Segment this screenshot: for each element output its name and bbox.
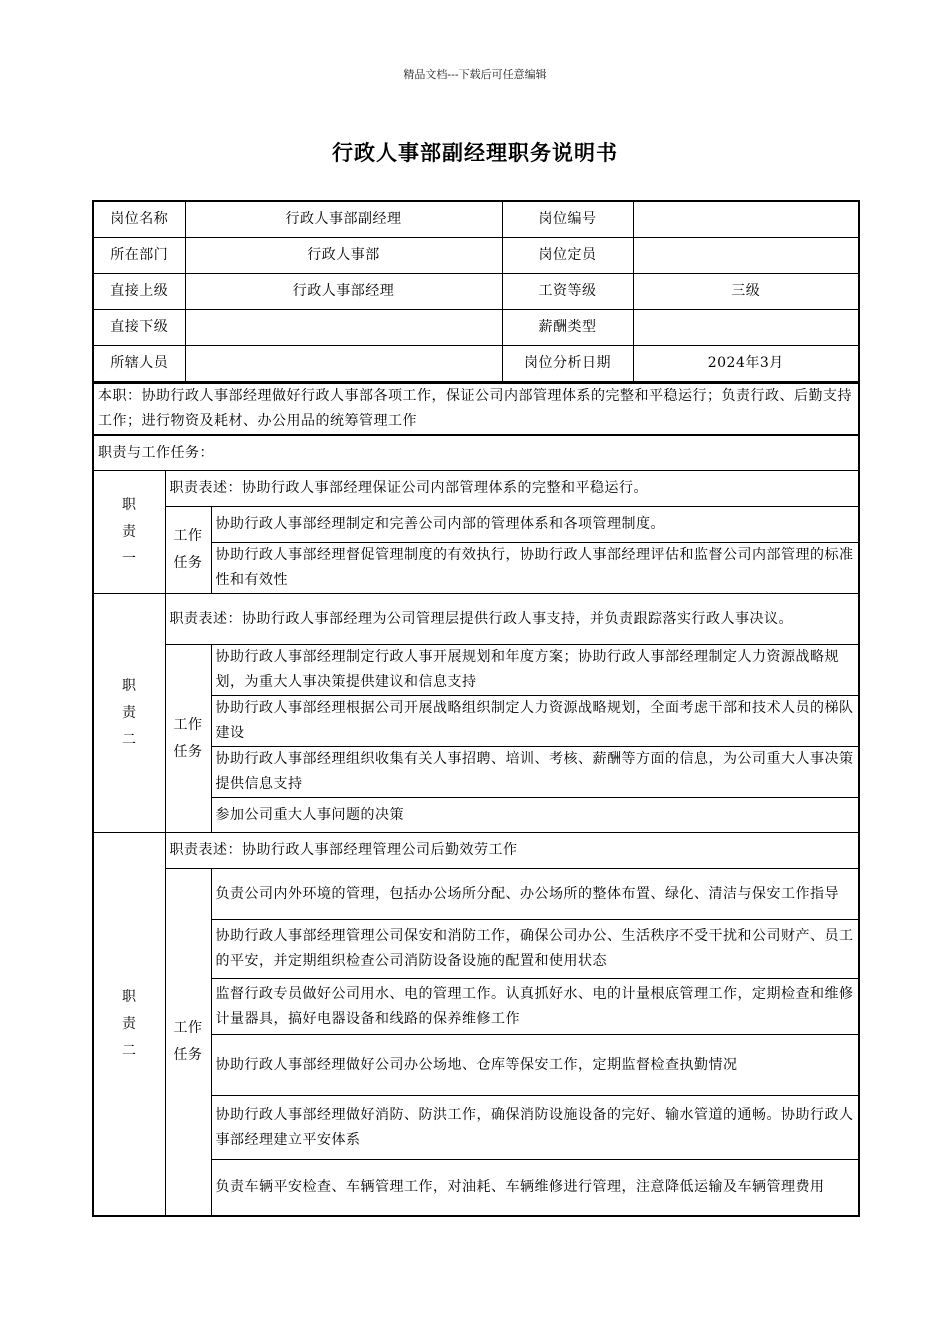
- duty2-task-3: 协助行政人事部经理组织收集有关人事招聘、培训、考核、薪酬等方面的信息，为公司重大人事决策提供信息支持: [211, 747, 859, 798]
- duty2-statement: 职责表述：协助行政人事部经理为公司管理层提供行政人事支持，并负责跟踪落实行政人事决议。: [165, 594, 859, 645]
- duty1-statement: 职责表述：协助行政人事部经理保证公司内部管理体系的完整和平稳运行。: [165, 471, 859, 507]
- duty3-task-label: 工作 任务: [165, 869, 211, 1217]
- duty3-task-4: 协助行政人事部经理做好公司办公场地、仓库等保安工作，定期监督检查执勤情况: [211, 1035, 859, 1096]
- label-headcount: 岗位定员: [502, 238, 633, 274]
- duty1-label: 职 责 一: [93, 471, 165, 594]
- duty2-label: 职 责 二: [93, 594, 165, 833]
- job-description-sheet: [92, 200, 858, 1217]
- value-superior: 行政人事部经理: [185, 274, 502, 310]
- label-salary-grade: 工资等级: [502, 274, 633, 310]
- duty3-task-1: 负责公司内外环境的管理，包括办公场所分配、办公场所的整体布置、绿化、清洁与保安工作指导: [211, 869, 859, 920]
- value-analysis-date: 2024年3月: [633, 346, 859, 382]
- value-position-code: [633, 201, 859, 238]
- duty2-task-4: 参加公司重大人事问题的决策: [211, 798, 859, 833]
- info-row-staff: [93, 346, 859, 382]
- duty3-task-6: 负责车辆平安检查、车辆管理工作，对油耗、车辆维修进行管理，注意降低运输及车辆管理费用: [211, 1160, 859, 1217]
- value-staff: [185, 346, 502, 382]
- label-subordinate: 直接下级: [93, 310, 185, 346]
- label-analysis-date: 岗位分析日期: [502, 346, 633, 382]
- duty1-task-label: 工作 任务: [165, 507, 211, 594]
- label-superior: 直接上级: [93, 274, 185, 310]
- value-position-name: 行政人事部副经理: [185, 201, 502, 238]
- label-staff: 所辖人员: [93, 346, 185, 382]
- duties-table: [92, 382, 860, 1217]
- duty2-task-2: 协助行政人事部经理根据公司开展战略组织制定人力资源战略规划，全面考虑干部和技术人员的梯队建设: [211, 696, 859, 747]
- header-note: 精品文档---下载后可任意编辑: [403, 68, 547, 81]
- info-row-department: [93, 238, 859, 274]
- info-row-position-name: [93, 201, 859, 238]
- duty2-task-label: 工作 任务: [165, 645, 211, 833]
- duty3-task-5: 协助行政人事部经理做好消防、防洪工作，确保消防设施设备的完好、输水管道的通畅。协助行政人事部经理建立平安体系: [211, 1096, 859, 1160]
- label-position-name: 岗位名称: [93, 201, 185, 238]
- value-pay-type: [633, 310, 859, 346]
- label-position-code: 岗位编号: [502, 201, 633, 238]
- value-salary-grade: 三级: [633, 274, 859, 310]
- duty3-task-2: 协助行政人事部经理管理公司保安和消防工作，确保公司办公、生活秩序不受干扰和公司财产、员工的平安，并定期组织检查公司消防设备设施的配置和使用状态: [211, 920, 859, 979]
- label-department: 所在部门: [93, 238, 185, 274]
- duty1-task-2: 协助行政人事部经理督促管理制度的有效执行，协助行政人事部经理评估和监督公司内部管理的标准性和有效性: [211, 543, 859, 594]
- position-summary: 本职：协助行政人事部经理做好行政人事部各项工作，保证公司内部管理体系的完整和平稳运行；负责行政、后勤支持工作；进行物资及耗材、办公用品的统筹管理工作: [93, 383, 859, 435]
- page-title: 行政人事部副经理职务说明书: [332, 140, 618, 165]
- duties-header: 职责与工作任务：: [93, 435, 859, 471]
- info-row-subordinate: [93, 310, 859, 346]
- duty3-label: 职 责 二: [93, 833, 165, 1217]
- position-info-table: [92, 200, 860, 382]
- duty1-task-1: 协助行政人事部经理制定和完善公司内部的管理体系和各项管理制度。: [211, 507, 859, 543]
- info-row-superior: [93, 274, 859, 310]
- value-subordinate: [185, 310, 502, 346]
- duty3-statement: 职责表述：协助行政人事部经理管理公司后勤效劳工作: [165, 833, 859, 869]
- duty3-task-3: 监督行政专员做好公司用水、电的管理工作。认真抓好水、电的计量根底管理工作，定期检查和维修计量器具，搞好电器设备和线路的保养维修工作: [211, 979, 859, 1035]
- duties-header-row: [93, 435, 859, 471]
- duty2-task-1: 协助行政人事部经理制定行政人事开展规划和年度方案；协助行政人事部经理制定人力资源战略规划，为重大人事决策提供建议和信息支持: [211, 645, 859, 696]
- summary-row: [93, 383, 859, 435]
- value-headcount: [633, 238, 859, 274]
- value-department: 行政人事部: [185, 238, 502, 274]
- label-pay-type: 薪酬类型: [502, 310, 633, 346]
